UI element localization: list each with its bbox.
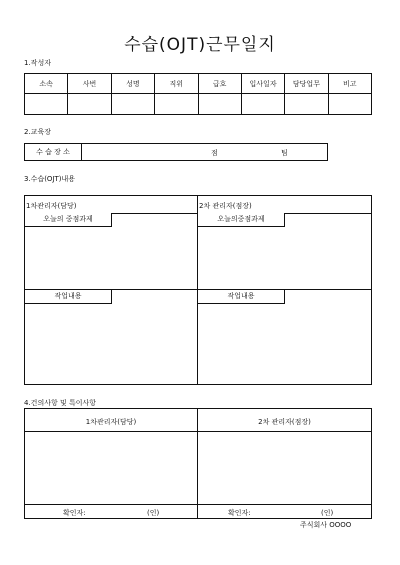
column-header: 입사일자 xyxy=(241,74,284,94)
first-seal-label: (인) xyxy=(147,509,160,517)
duty-cell[interactable] xyxy=(285,94,328,115)
first-work-content-area[interactable] xyxy=(25,304,197,384)
column-header: 성명 xyxy=(111,74,154,94)
column-header: 사번 xyxy=(68,74,111,94)
second-today-task-tag: 오늘의중점과제 xyxy=(198,213,285,227)
second-confirmer-label: 확인자: xyxy=(228,509,251,517)
training-place-box xyxy=(24,143,328,161)
suggestions-first-manager-header: 1차관리자(담당) xyxy=(85,418,137,426)
column-header: 직위 xyxy=(155,74,198,94)
section-4-heading: 4.건의사항 및 특이사항 xyxy=(24,399,96,407)
join-date-cell[interactable] xyxy=(241,94,284,115)
column-header: 담당업무 xyxy=(285,74,328,94)
suggestions-second-area[interactable] xyxy=(198,432,371,504)
first-work-content-tag: 작업내용 xyxy=(25,290,112,304)
team-label: 팀 xyxy=(281,149,288,157)
suggestions-box xyxy=(24,408,372,519)
first-today-task-area[interactable] xyxy=(25,227,197,289)
second-work-content-tag: 작업내용 xyxy=(198,290,285,304)
second-work-content-area[interactable] xyxy=(198,304,371,384)
suggestions-footer-divider xyxy=(25,504,371,505)
first-confirmer-label: 확인자: xyxy=(63,509,86,517)
first-manager-header: 1차관리자(담당) xyxy=(26,202,77,210)
suggestions-second-manager-header: 2차 관리자(점장) xyxy=(258,418,311,426)
company-name: 주식회사 OOOO xyxy=(300,521,352,529)
column-header: 비고 xyxy=(328,74,371,94)
page-title: 수습(OJT)근무일지 xyxy=(124,35,276,55)
training-place-label: 수 습 장 소 xyxy=(25,144,82,160)
ojt-content-box xyxy=(24,195,372,385)
second-today-task-area[interactable] xyxy=(198,227,371,289)
store-label: 점 xyxy=(211,149,218,157)
second-seal-label: (인) xyxy=(321,509,334,517)
section-3-heading: 3.수습(OJT)내용 xyxy=(24,175,76,183)
writer-table xyxy=(24,73,372,115)
writer-value-row xyxy=(25,94,372,115)
section-1-heading: 1.작성자 xyxy=(24,59,51,67)
column-header: 소속 xyxy=(25,74,68,94)
name-cell[interactable] xyxy=(111,94,154,115)
affiliation-cell[interactable] xyxy=(25,94,68,115)
writer-header-row xyxy=(25,74,372,94)
employee-number-cell[interactable] xyxy=(68,94,111,115)
suggestions-first-area[interactable] xyxy=(25,432,197,504)
section-2-heading: 2.교육장 xyxy=(24,128,51,136)
remarks-cell[interactable] xyxy=(328,94,371,115)
column-header: 급호 xyxy=(198,74,241,94)
second-manager-header: 2차 관리자(점장) xyxy=(199,202,252,210)
grade-cell[interactable] xyxy=(198,94,241,115)
first-today-task-tag: 오늘의 중점과제 xyxy=(25,213,112,227)
position-cell[interactable] xyxy=(155,94,198,115)
